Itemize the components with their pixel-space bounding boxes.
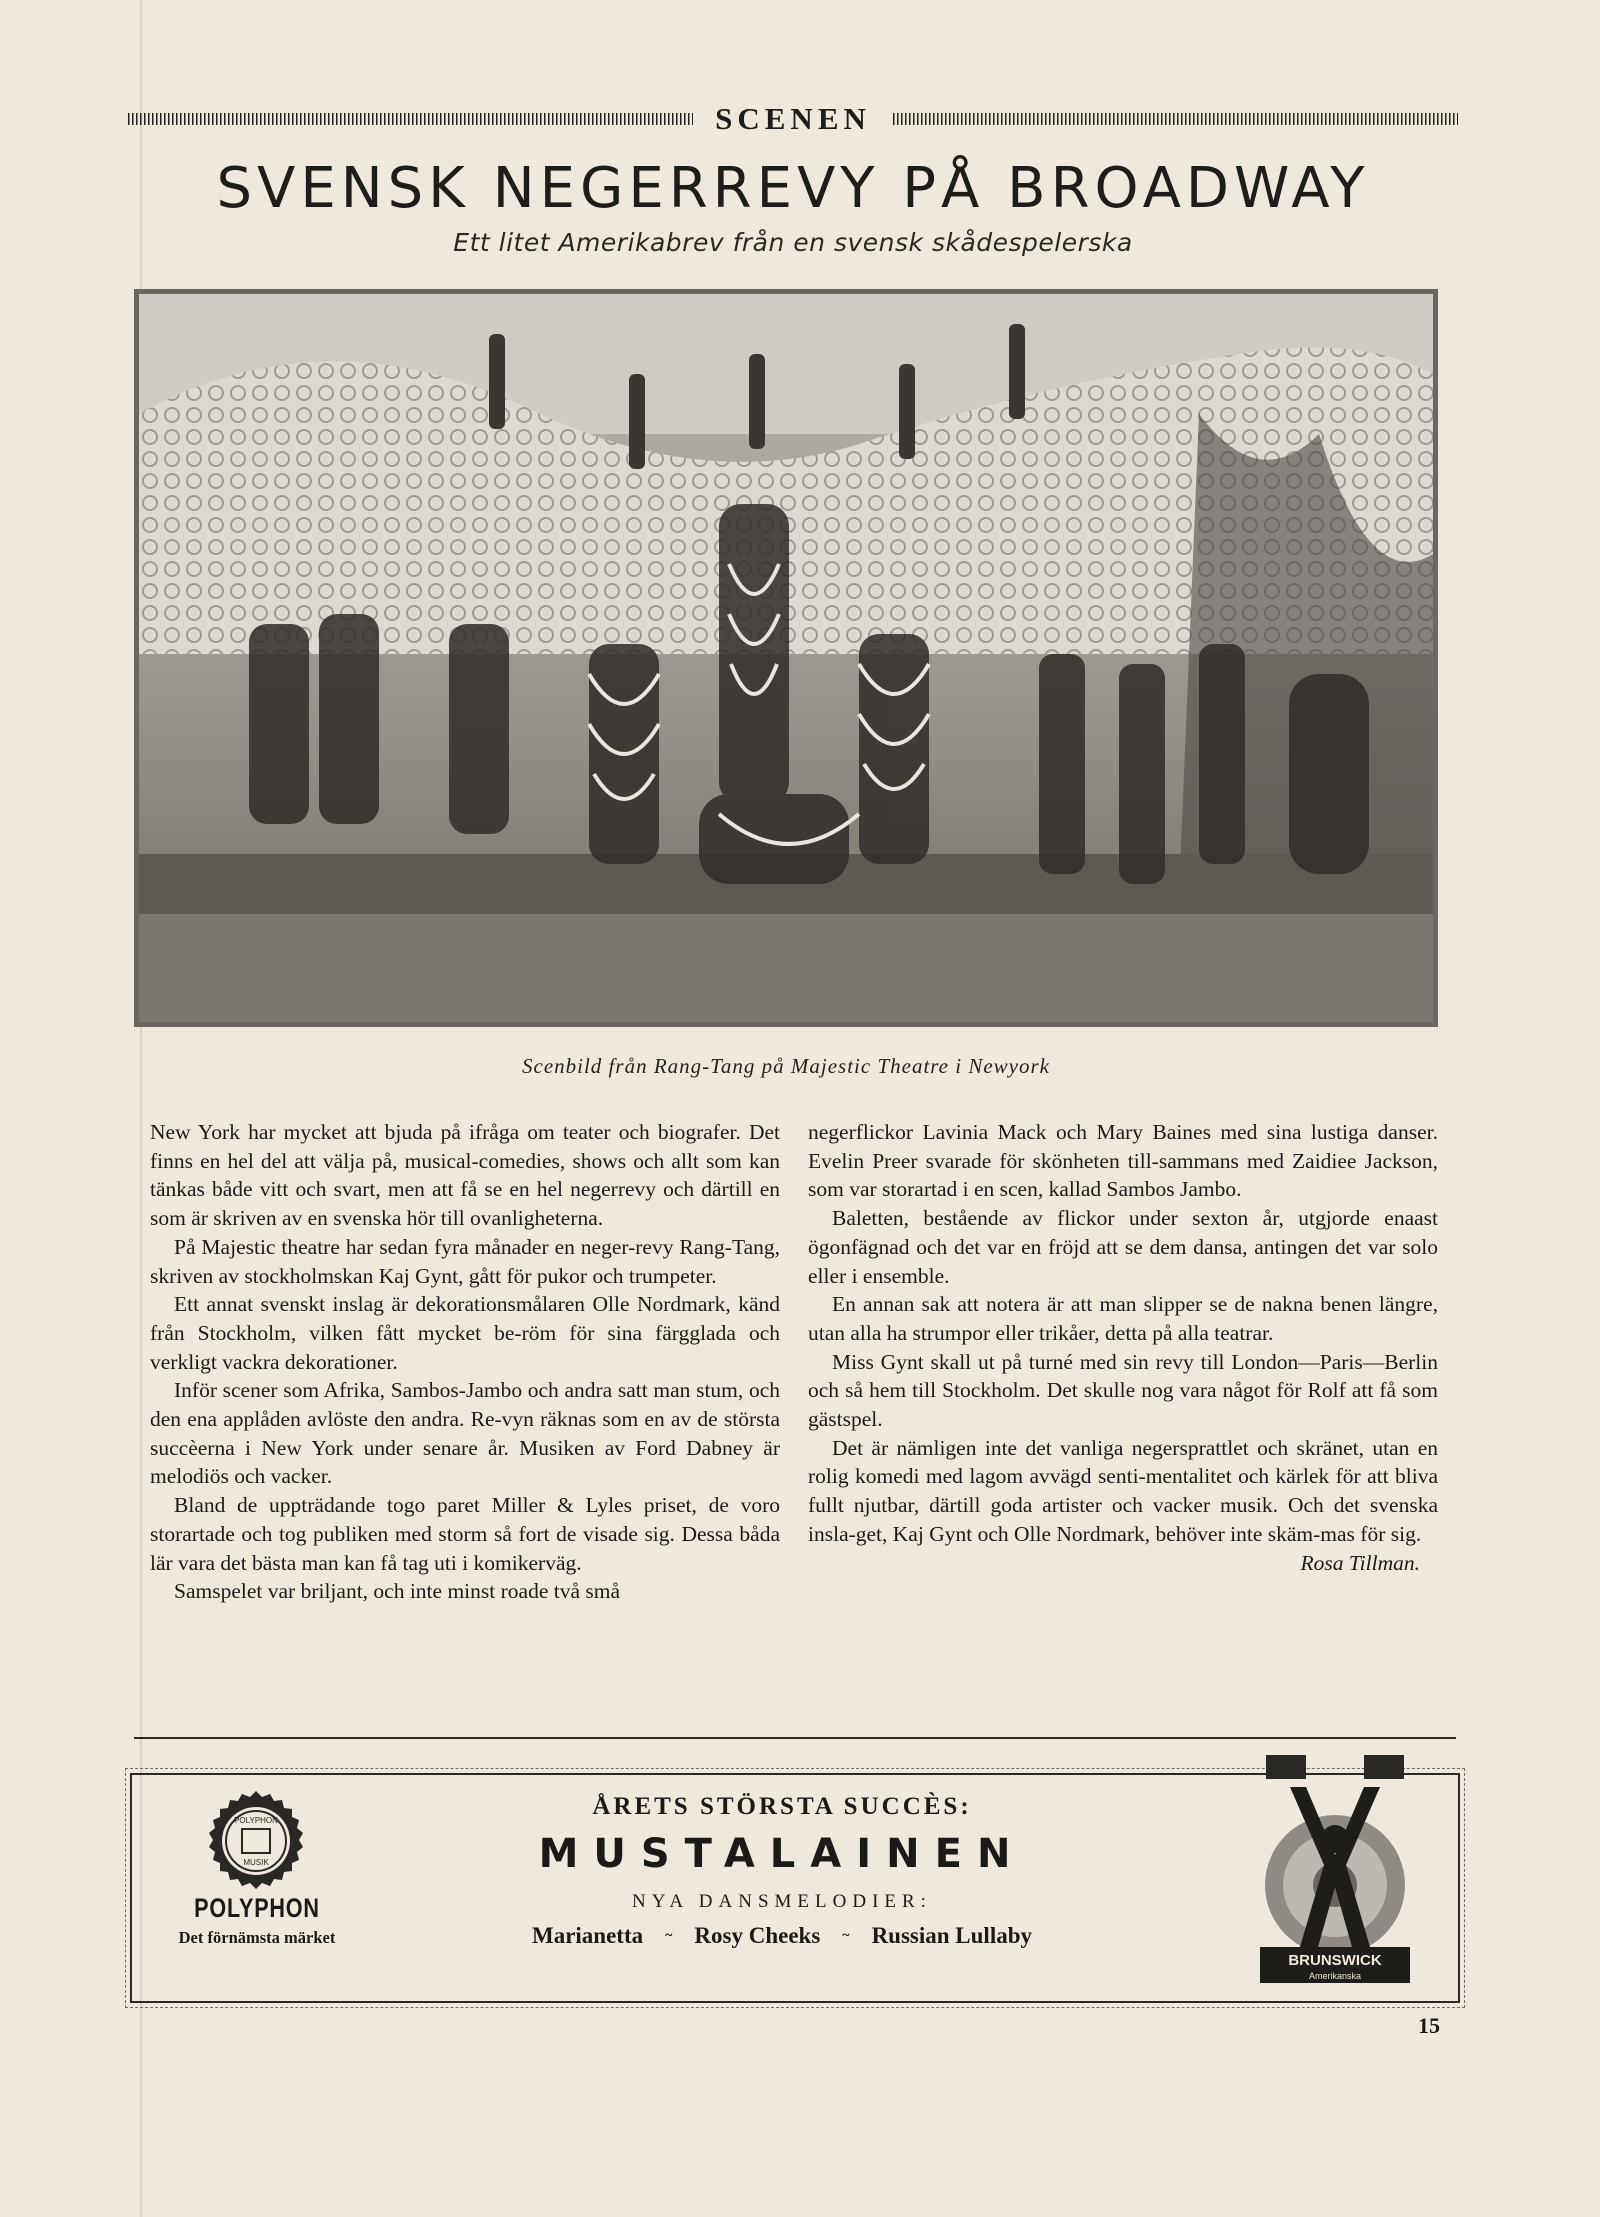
stage-scene-illustration	[139, 294, 1433, 1022]
brunswick-name: BRUNSWICK	[1288, 1952, 1382, 1969]
polyphon-tagline: Det förnämsta märket	[178, 1928, 336, 1947]
paragraph: Inför scener som Afrika, Sambos-Jambo och andra satt man stum, och den ena applåden avlöste den andra. Re-vyn räknas som en av de största succèerna i New York under senare år. Musiken av Ford Dabney är melodiös och vacker.	[150, 1378, 780, 1489]
polyphon-brand	[150, 1893, 364, 1948]
article-column-right	[808, 1118, 1438, 1577]
stage-photo	[134, 289, 1438, 1027]
article-subhead: Ett litet Amerikabrev från en svensk skådespelerska	[453, 228, 1133, 257]
paragraph: Samspelet var briljant, och inte minst roade två små	[174, 1579, 621, 1604]
song-separator: ~	[842, 1928, 850, 1943]
svg-text:MUSIK: MUSIK	[243, 1858, 269, 1867]
song-separator: ~	[665, 1928, 673, 1943]
svg-text:POLYPHON: POLYPHON	[234, 1816, 278, 1825]
ad-title: MUSTALAINEN	[538, 1831, 1026, 1877]
paragraph: Miss Gynt skall ut på turné med sin revy till London—Paris—Berlin och så hem till Stockholm. Det skulle nog vara något för Rolf att få som gästspel.	[808, 1349, 1438, 1432]
paragraph: New York har mycket att bjuda på ifråga om teater och biografer. Det finns en hel del att välja på, musical-comedies, shows och allt som kan tänkas både vitt och svart, men att få se en hel negerrevy och därtill en som är skriven av en svenska hör till ovanligheterna.	[150, 1120, 780, 1231]
paragraph: negerflickor Lavinia Mack och Mary Baines med sina lustiga danser. Evelin Preer svarade för skönheten till-sammans med Zaidiee Jackson, som var storartad i en scen, kallad Sambos Jambo.	[808, 1120, 1438, 1202]
song-title: Russian Lullaby	[871, 1923, 1033, 1948]
photo-caption: Scenbild från Rang-Tang på Majestic Theatre i Newyork	[522, 1054, 1050, 1078]
polyphon-seal-icon	[204, 1789, 308, 1893]
polyphon-name: POLYPHON	[194, 1893, 320, 1923]
paragraph: Det är nämligen inte det vanliga negersprattlet och skränet, utan en rolig komedi med lagom avvägd senti-mentalitet och kärlek för att bliva fullt njutbar, därtill goda artister och vacker musik. Och det svenska insla-get, Kaj Gynt och Olle Nordmark, behöver inte skäm-mas för sig.	[808, 1435, 1438, 1546]
article-headline: SVENSK NEGERREVY PÅ BROADWAY	[216, 156, 1370, 221]
paragraph: En annan sak att notera är att man slipper se de nakna benen längre, utan alla ha strumpor eller trikåer, detta på alla teatrar.	[808, 1292, 1438, 1345]
brunswick-tagline: Amerikanska	[1308, 1971, 1362, 1981]
page-number: 15	[1418, 2013, 1440, 2038]
author-signature: Rosa Tillman.	[1300, 1550, 1420, 1575]
header-rule-left	[128, 113, 693, 125]
ad-divider	[134, 1737, 1456, 1739]
song-title: Marianetta	[531, 1923, 644, 1948]
header-rule-right	[893, 113, 1458, 125]
ad-copy	[372, 1793, 1192, 1949]
paragraph: Bland de uppträdande togo paret Miller & Lyles priset, de voro storartade och tog publiken med storm så fort de visade sig. Dessa båda lär vara det bästa man kan få tag uti i komikerväg.	[150, 1493, 780, 1575]
paragraph: På Majestic theatre har sedan fyra månader en neger-revy Rang-Tang, skriven av stockholmskan Kaj Gynt, gått för pukor och trumpeter.	[150, 1234, 780, 1288]
article-column-left	[150, 1118, 780, 1606]
ad-subtitle: NYA DANSMELODIER:	[632, 1891, 932, 1912]
advertisement	[130, 1773, 1460, 2003]
ad-kicker: ÅRETS STÖRSTA SUCCÈS:	[592, 1793, 972, 1820]
paragraph: Baletten, bestående av flickor under sexton år, utgjorde enaast ögonfägnad och det var en fröjd att se dem dansa, antingen det var solo eller i ensemble.	[808, 1206, 1438, 1288]
song-list	[372, 1923, 1192, 1949]
section-header	[128, 101, 1458, 136]
brunswick-logo-icon	[1260, 1747, 1410, 1985]
song-title: Rosy Cheeks	[694, 1923, 821, 1948]
section-label: SCENEN	[715, 101, 871, 136]
paragraph: Ett annat svenskt inslag är dekorationsmålaren Olle Nordmark, känd från Stockholm, vilken fått mycket be-röm för sina färgglada och verkligt vackra dekorationer.	[150, 1292, 780, 1374]
